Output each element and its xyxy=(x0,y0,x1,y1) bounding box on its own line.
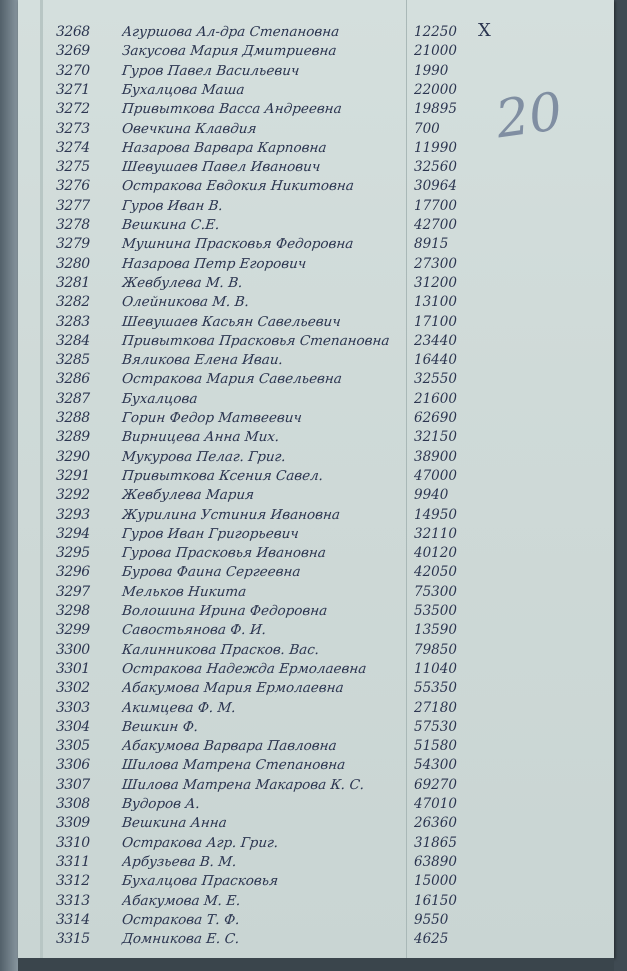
entry-number: 3300 xyxy=(56,641,90,658)
entry-amount: 31865 xyxy=(414,834,457,851)
scan-bottom-edge xyxy=(18,958,614,971)
entry-name: Бухалцова Маша xyxy=(121,81,246,98)
entry-name: Жевбулева Мария xyxy=(121,487,255,504)
entry-amount: 54300 xyxy=(414,757,457,774)
entry-name: Абакумова Варвара Павловна xyxy=(121,738,338,755)
entry-number: 3285 xyxy=(56,352,90,369)
entry-number: 3278 xyxy=(56,217,90,233)
entry-amount: 11040 xyxy=(414,660,457,677)
entry-amount: 63890 xyxy=(414,853,457,870)
entry-amount: 47000 xyxy=(414,467,457,484)
entry-amount: 16440 xyxy=(414,352,457,369)
ledger-row xyxy=(18,43,614,64)
ledger-row xyxy=(18,217,614,238)
entry-number: 3284 xyxy=(56,332,90,349)
entry-number: 3301 xyxy=(56,660,90,677)
entry-amount: 32550 xyxy=(414,371,457,388)
entry-number: 3286 xyxy=(56,371,90,388)
entry-number: 3312 xyxy=(56,873,90,890)
entry-name: Остракова Агр. Григ. xyxy=(121,834,280,851)
entry-name: Олейникова М. В. xyxy=(121,294,250,311)
ledger-row xyxy=(18,893,614,914)
entry-amount: 700 xyxy=(414,120,440,137)
entry-amount: 1990 xyxy=(414,62,449,79)
entry-amount: 8915 xyxy=(414,236,449,253)
entry-number: 3289 xyxy=(56,429,90,446)
entry-number: 3305 xyxy=(56,738,90,755)
entry-amount: 32150 xyxy=(414,429,457,446)
entry-number: 3288 xyxy=(56,410,90,426)
ledger-row xyxy=(18,371,614,392)
entry-amount: 17700 xyxy=(414,197,457,214)
entry-amount: 57530 xyxy=(414,718,457,735)
ledger-row xyxy=(18,352,614,373)
ledger-sheet xyxy=(18,0,614,958)
entry-name: Вешкин Ф. xyxy=(121,718,199,735)
entry-number: 3273 xyxy=(56,120,90,137)
entry-number: 3281 xyxy=(56,274,90,291)
entry-name: Шевушаев Павел Иванович xyxy=(121,159,322,176)
entry-name: Остракова Надежда Ермолаевна xyxy=(121,660,368,677)
ledger-row xyxy=(18,236,614,257)
entry-number: 3270 xyxy=(56,62,90,79)
entry-name: Калинникова Прасков. Вас. xyxy=(121,641,320,658)
entry-amount: 47010 xyxy=(414,796,457,812)
entry-number: 3311 xyxy=(56,853,90,870)
entry-name: Шилова Матрена Макарова К. С. xyxy=(121,776,365,793)
ledger-row xyxy=(18,719,614,740)
entry-number: 3307 xyxy=(56,776,90,793)
ledger-row xyxy=(18,854,614,875)
entry-number: 3268 xyxy=(56,24,90,40)
entry-name: Журилина Устиния Ивановна xyxy=(121,506,341,523)
entry-name: Гуров Иван Григорьевич xyxy=(121,525,300,542)
entry-name: Агуршова Ал-дра Степановна xyxy=(121,24,341,40)
entry-number: 3269 xyxy=(56,43,90,60)
entry-number: 3304 xyxy=(56,718,90,735)
entry-amount: 19895 xyxy=(414,101,457,118)
entry-amount: 14950 xyxy=(414,506,457,523)
entry-name: Гуров Павел Васильевич xyxy=(121,62,301,79)
entry-number: 3308 xyxy=(56,796,90,812)
entry-name: Абакумова М. Е. xyxy=(121,892,242,909)
entry-name: Назарова Варвара Карповна xyxy=(121,139,328,156)
entry-amount: 32560 xyxy=(414,159,457,176)
ledger-row xyxy=(18,545,614,566)
entry-name: Вешкина С.Е. xyxy=(121,217,221,233)
entry-name: Вудоров А. xyxy=(121,796,201,812)
ledger-row xyxy=(18,410,614,431)
entry-name: Абакумова Мария Ермолаевна xyxy=(121,680,345,697)
entry-amount: 53500 xyxy=(414,603,457,619)
ledger-row xyxy=(18,700,614,721)
ledger-row xyxy=(18,912,614,933)
entry-name: Вяликова Елена Иваи. xyxy=(121,352,284,369)
ledger-row xyxy=(18,757,614,778)
entry-name: Мельков Никита xyxy=(121,583,248,600)
entry-amount: 9550 xyxy=(414,911,449,928)
entry-name: Жевбулева М. В. xyxy=(121,274,244,291)
entry-amount: 42050 xyxy=(414,564,457,581)
ledger-row xyxy=(18,738,614,759)
entry-number: 3303 xyxy=(56,699,90,716)
entry-name: Привыткова Ксения Савел. xyxy=(121,467,324,484)
entry-amount: 69270 xyxy=(414,776,457,793)
ledger-row xyxy=(18,603,614,624)
entry-name: Остракова Т. Ф. xyxy=(121,911,241,928)
entry-number: 3306 xyxy=(56,757,90,774)
ledger-row xyxy=(18,101,614,122)
ledger-row xyxy=(18,487,614,508)
ledger-row xyxy=(18,680,614,701)
ledger-row xyxy=(18,333,614,354)
entry-number: 3272 xyxy=(56,101,90,118)
entry-number: 3297 xyxy=(56,583,90,600)
ledger-row xyxy=(18,622,614,643)
ledger-row xyxy=(18,507,614,528)
ledger-row xyxy=(18,931,614,952)
entry-number: 3298 xyxy=(56,603,90,619)
entry-number: 3296 xyxy=(56,564,90,581)
entry-name: Гуров Иван В. xyxy=(121,197,224,214)
ledger-row xyxy=(18,275,614,296)
entry-name: Мушнина Прасковья Федоровна xyxy=(121,236,355,253)
entry-number: 3310 xyxy=(56,834,90,851)
ledger-row xyxy=(18,526,614,547)
entry-name: Шилова Матрена Степановна xyxy=(121,757,347,774)
entry-number: 3275 xyxy=(56,159,90,176)
entry-name: Привыткова Прасковья Степановна xyxy=(121,332,391,349)
entry-number: 3277 xyxy=(56,197,90,214)
entry-number: 3276 xyxy=(56,178,90,195)
ledger-row xyxy=(18,815,614,836)
entry-amount: 9940 xyxy=(414,487,449,504)
entry-amount: 42700 xyxy=(414,217,457,233)
entry-name: Закусова Мария Дмитриевна xyxy=(121,43,338,60)
ledger-row xyxy=(18,777,614,798)
ledger-row xyxy=(18,564,614,585)
entry-number: 3271 xyxy=(56,81,90,98)
ledger-row xyxy=(18,429,614,450)
entry-amount: 13590 xyxy=(414,622,457,639)
entry-number: 3293 xyxy=(56,506,90,523)
entry-number: 3313 xyxy=(56,892,90,909)
ledger-row xyxy=(18,391,614,412)
entry-amount: 51580 xyxy=(414,738,457,755)
entry-number: 3292 xyxy=(56,487,90,504)
entry-number: 3287 xyxy=(56,390,90,407)
entry-amount: 38900 xyxy=(414,448,457,465)
entry-name: Гурова Прасковья Ивановна xyxy=(121,545,327,562)
entry-amount: 75300 xyxy=(414,583,457,600)
ledger-row xyxy=(18,178,614,199)
entry-amount: 23440 xyxy=(414,332,457,349)
entry-number: 3283 xyxy=(56,313,90,330)
ledger-row xyxy=(18,82,614,103)
entry-name: Волошина Ирина Федоровна xyxy=(121,603,329,619)
ledger-row xyxy=(18,661,614,682)
ledger-row xyxy=(18,873,614,894)
entry-amount: 62690 xyxy=(414,410,457,426)
ledger-row xyxy=(18,642,614,663)
entry-amount: 17100 xyxy=(414,313,457,330)
entry-number: 3295 xyxy=(56,545,90,562)
entry-amount: 4625 xyxy=(414,931,449,948)
ledger-row xyxy=(18,256,614,277)
ledger-row xyxy=(18,796,614,817)
entry-name: Вирницева Анна Мих. xyxy=(121,429,281,446)
entry-number: 3282 xyxy=(56,294,90,311)
entry-name: Савостьянова Ф. И. xyxy=(121,622,267,639)
entry-amount: 13100 xyxy=(414,294,457,311)
entry-amount: 11990 xyxy=(414,139,457,156)
entry-number: 3291 xyxy=(56,467,90,484)
entry-amount: 30964 xyxy=(414,178,457,195)
entry-number: 3290 xyxy=(56,448,90,465)
entry-number: 3299 xyxy=(56,622,90,639)
entry-name: Остракова Мария Савельевна xyxy=(121,371,343,388)
entry-number: 3315 xyxy=(56,931,90,948)
entry-amount: 16150 xyxy=(414,892,457,909)
entry-name: Бурова Фаина Сергеевна xyxy=(121,564,302,581)
entry-amount: 32110 xyxy=(414,525,457,542)
entry-name: Привыткова Васса Андреевна xyxy=(121,101,343,118)
entry-amount: 27180 xyxy=(414,699,457,716)
entry-amount: 21600 xyxy=(414,390,457,407)
entry-name: Бухалцова Прасковья xyxy=(121,873,279,890)
ledger-row xyxy=(18,314,614,335)
entry-number: 3294 xyxy=(56,525,90,542)
entry-amount: 22000 xyxy=(414,81,457,98)
ledger-row xyxy=(18,24,614,45)
entry-amount: 79850 xyxy=(414,641,457,658)
entry-number: 3302 xyxy=(56,680,90,697)
entry-name: Бухалцова xyxy=(121,390,199,407)
ledger-row xyxy=(18,159,614,180)
entry-name: Овечкина Клавдия xyxy=(121,120,258,137)
entry-amount: 31200 xyxy=(414,274,457,291)
entry-amount: 40120 xyxy=(414,545,457,562)
entry-number: 3314 xyxy=(56,911,90,928)
ledger-row xyxy=(18,294,614,315)
ledger-row xyxy=(18,835,614,856)
entry-amount: 12250 xyxy=(414,24,457,40)
entry-number: 3279 xyxy=(56,236,90,253)
entry-name: Остракова Евдокия Никитовна xyxy=(121,178,355,195)
entry-amount: 26360 xyxy=(414,815,457,832)
entry-number: 3274 xyxy=(56,139,90,156)
ledger-row xyxy=(18,140,614,161)
entry-number: 3309 xyxy=(56,815,90,832)
entry-amount: 27300 xyxy=(414,255,457,272)
entry-amount: 55350 xyxy=(414,680,457,697)
ledger-row xyxy=(18,449,614,470)
entry-name: Арбузьева В. М. xyxy=(121,853,238,870)
ledger-row xyxy=(18,584,614,605)
entry-number: 3280 xyxy=(56,255,90,272)
entry-name: Горин Федор Матвеевич xyxy=(121,410,303,426)
ledger-row xyxy=(18,198,614,219)
entry-amount: 21000 xyxy=(414,43,457,60)
entry-amount: 15000 xyxy=(414,873,457,890)
entry-name: Акимцева Ф. М. xyxy=(121,699,237,716)
entry-name: Мукурова Пелаг. Григ. xyxy=(121,448,287,465)
entry-name: Назарова Петр Егорович xyxy=(121,255,308,272)
ledger-row xyxy=(18,121,614,142)
folio-number: 20 xyxy=(492,81,567,151)
corner-mark: X xyxy=(478,20,491,41)
ledger-row xyxy=(18,63,614,84)
entry-name: Шевушаев Касьян Савельевич xyxy=(121,313,342,330)
ledger-row xyxy=(18,468,614,489)
entry-name: Домникова Е. С. xyxy=(121,931,241,948)
entry-name: Вешкина Анна xyxy=(121,815,228,832)
